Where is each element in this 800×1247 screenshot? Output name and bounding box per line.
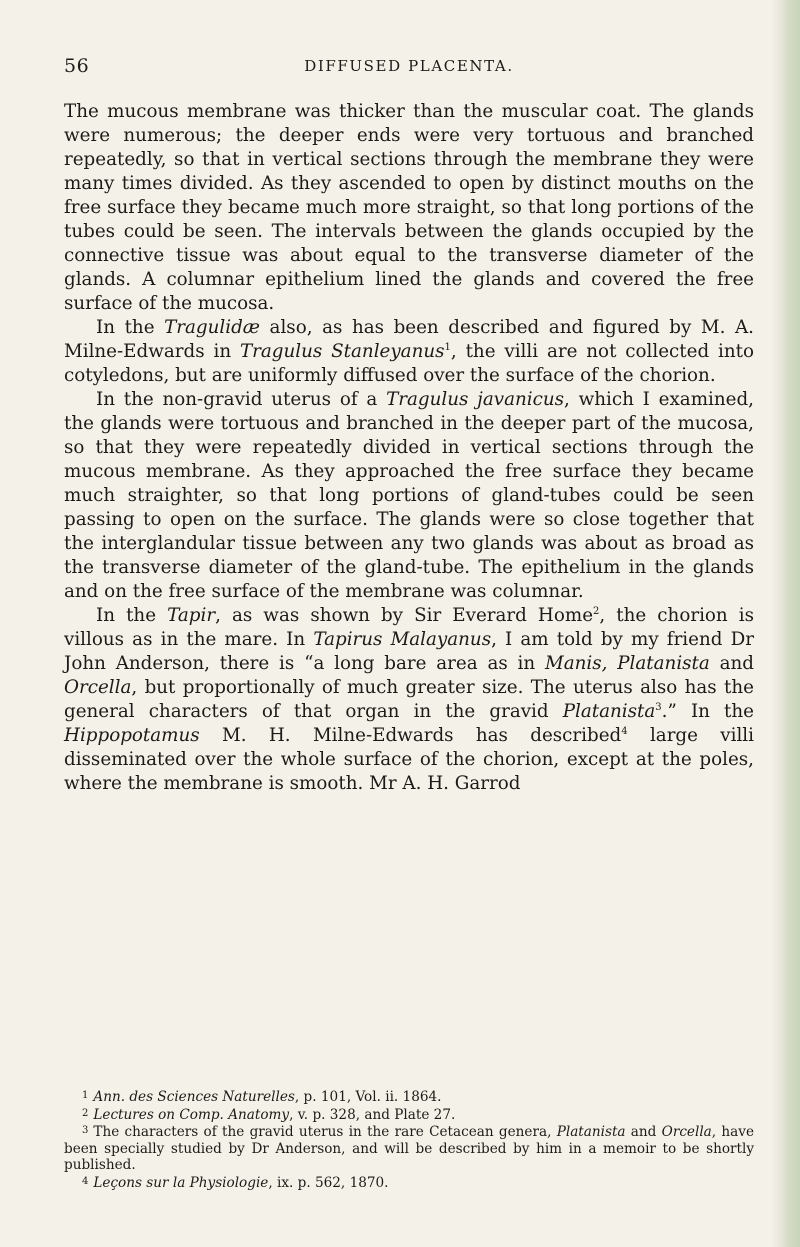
taxon-name: Hippopotamus [64, 725, 200, 746]
text-run: , I am told by my friend Dr John Anderson, there is “a long bare area as in [64, 629, 754, 674]
citation-title: Ann. des Sciences Naturelles [93, 1089, 295, 1105]
paragraph-3 [64, 388, 754, 604]
text-run: , ix. p. 562, 1870. [268, 1174, 389, 1191]
text-run: In the non-gravid uterus of a [96, 389, 387, 410]
footnote-ref: 3 [655, 702, 662, 713]
taxon-name: Tragulus javanicus [386, 389, 564, 410]
text-run: .” In the [661, 701, 755, 722]
text-run: , the chorion is villous as in the mare. In [64, 605, 754, 650]
text-run: , have been specially studied by Dr Anderson, and will be described by him in a memoir to be shortly published. [64, 1124, 754, 1173]
taxon-name: Platanista [556, 1124, 626, 1140]
paragraph-1: The mucous membrane was thicker than the muscular coat. The glands were numerous; the deeper ends were very tortuous and branched repeatedly, so that in vertical sections through the membrane they were many times divided. As they ascended to open by distinct mouths on the free surface they became much more straight, so that long portions of the tubes could be seen. The intervals between the glands occupied by the connective tissue was about equal to the transverse diameter of the glands. A columnar epithelium lined the glands and covered the free surface of the mucosa. [64, 101, 754, 314]
page-edge [772, 0, 800, 1247]
text-run: , the villi are not collected into cotyledons, but are uniformly diffused over the surface of the chorion. [64, 341, 754, 386]
footnote-4 [64, 1174, 754, 1192]
taxon-name: Manis, Platanista [545, 653, 710, 674]
text-run: M. H. Milne-Edwards has described [199, 725, 622, 746]
running-head: DIFFUSED PLACENTA. [304, 57, 514, 75]
citation-title: Lectures on Comp. Anatomy [93, 1106, 290, 1123]
footnote-ref: 2 [593, 606, 600, 617]
taxon-name: Orcella [661, 1124, 712, 1140]
text-run: The characters of the gravid uterus in the rare Cetacean genera, [93, 1124, 557, 1140]
body-text [64, 100, 754, 796]
text-run: large villi disseminated over the whole surface of the chorion, except at the poles, where the membrane is smooth. Mr A. H. Garrod [64, 725, 755, 794]
footnote-number: 3 [82, 1125, 89, 1136]
text-run: , as was shown by Sir Everard Home [215, 605, 594, 626]
page-number: 56 [64, 55, 90, 77]
footnote-number: 2 [82, 1107, 89, 1119]
footnote-2 [64, 1106, 754, 1124]
citation-title: Leçons sur la Physiologie [93, 1174, 269, 1191]
text-run: In the [96, 317, 165, 338]
taxon-name: Tapirus Malayanus [313, 629, 492, 650]
taxon-name: Orcella [64, 677, 132, 698]
page-header [64, 55, 754, 85]
footnote-number: 1 [82, 1090, 89, 1101]
paragraph-2 [64, 316, 754, 388]
footnote-3 [64, 1123, 754, 1174]
text-run: also, as has been described and figured by M. A. Milne-Edwards in [64, 317, 754, 362]
text-run: , but proportionally of much greater size. The uterus also has the general characters of that organ in the gravid [64, 677, 754, 722]
text-run: In the [96, 605, 168, 626]
footnotes [64, 1088, 754, 1191]
taxon-name: Tragulus Stanleyanus [239, 341, 445, 362]
text-run: and [625, 1124, 662, 1140]
footnote-ref: 4 [621, 726, 628, 737]
footnote-number: 4 [82, 1175, 89, 1187]
taxon-name: Platanista [562, 701, 656, 722]
text-run: , v. p. 328, and Plate 27. [289, 1106, 456, 1123]
text-run: and [709, 653, 754, 674]
text-run: , which I examined, the glands were tortuous and branched in the deeper part of the mucosa, so that they were repeatedly divided in vertical sections through the mucous membrane. As they approached the free surface they became much straighter, so that long portions of gland-tubes could be seen passing to open on the surface. The glands were so close together that the interglandular tissue between any two glands was about as broad as the transverse diameter of the gland-tube. The epithelium in the glands and on the free surface of the membrane was columnar. [64, 389, 754, 602]
taxon-name: Tapir [167, 605, 216, 626]
paragraph-4 [64, 604, 754, 796]
footnote-1 [64, 1088, 754, 1106]
text-run: , p. 101, Vol. ii. 1864. [294, 1089, 442, 1105]
taxon-name: Tragulidæ [164, 317, 260, 338]
footnote-ref: 1 [444, 342, 451, 353]
